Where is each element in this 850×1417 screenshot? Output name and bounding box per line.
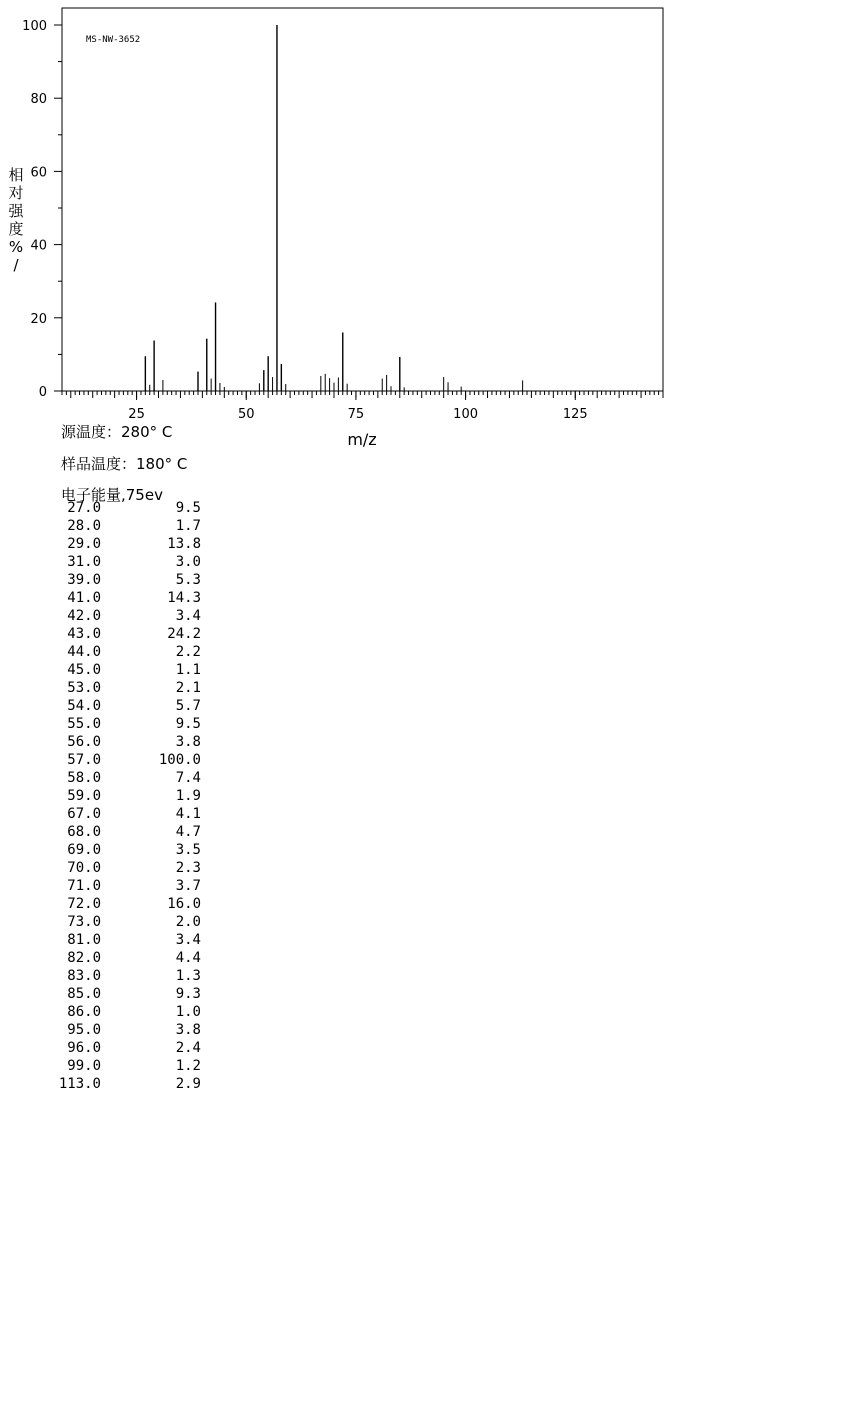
table-row: [40, 572, 210, 590]
intensity-value: 3.4: [175, 932, 201, 948]
intensity-value: 7.4: [175, 770, 201, 786]
x-tick-label: 75: [347, 407, 365, 422]
intensity-value: 5.7: [175, 698, 201, 714]
table-row: [40, 752, 210, 770]
table-row: [40, 770, 210, 788]
table-row: [40, 878, 210, 896]
y-tick-label: 40: [30, 238, 47, 254]
table-row: [40, 662, 210, 680]
table-row: [40, 824, 210, 842]
mz-value: 55.0: [67, 716, 101, 732]
intensity-value: 3.7: [175, 878, 201, 894]
mz-value: 41.0: [67, 590, 101, 606]
intensity-value: 3.0: [175, 554, 201, 570]
mz-value: 99.0: [67, 1058, 101, 1074]
table-row: [40, 698, 210, 716]
y-tick-label: 0: [38, 385, 47, 400]
sample-temperature: 样品温度：180° C: [61, 455, 188, 473]
y-tick-label: 60: [30, 165, 47, 181]
intensity-value: 2.3: [175, 860, 201, 876]
mz-value: 86.0: [67, 1004, 101, 1020]
x-tick-label: 25: [128, 407, 145, 422]
y-tick-label: 100: [22, 19, 47, 34]
x-axis-label: m/z: [347, 430, 377, 449]
table-row: [40, 806, 210, 824]
intensity-value: 2.1: [175, 680, 201, 696]
mz-value: 83.0: [67, 968, 101, 984]
mz-value: 44.0: [67, 644, 101, 660]
intensity-value: 1.2: [175, 1058, 201, 1074]
table-row: [40, 626, 210, 644]
mz-value: 70.0: [67, 860, 101, 876]
table-row: [40, 1040, 210, 1058]
table-row: [40, 1004, 210, 1022]
mz-value: 73.0: [67, 914, 101, 930]
y-axis-label: 相对强度% /: [8, 166, 24, 274]
table-row: [40, 536, 210, 554]
intensity-value: 2.9: [175, 1076, 201, 1092]
table-row: [40, 716, 210, 734]
mz-value: 28.0: [67, 518, 101, 534]
mz-value: 58.0: [67, 770, 101, 786]
mass-spectrum-chart: [0, 0, 850, 460]
intensity-value: 1.7: [175, 518, 201, 534]
table-row: [40, 914, 210, 932]
y-tick-label: 20: [30, 311, 47, 327]
mz-value: 68.0: [67, 824, 101, 840]
table-row: [40, 1058, 210, 1076]
intensity-value: 9.3: [175, 986, 201, 1002]
mz-value: 53.0: [67, 680, 101, 696]
intensity-value: 3.8: [175, 1022, 201, 1038]
mz-value: 29.0: [67, 536, 101, 552]
intensity-value: 24.2: [167, 626, 201, 642]
table-row: [40, 608, 210, 626]
table-row: [40, 590, 210, 608]
intensity-value: 100.0: [158, 752, 201, 768]
intensity-value: 1.3: [175, 968, 201, 984]
mz-value: 56.0: [67, 734, 101, 750]
y-axis-ticks: [22, 19, 62, 400]
table-row: [40, 860, 210, 878]
intensity-value: 9.5: [175, 716, 201, 732]
table-row: [40, 1022, 210, 1040]
mz-value: 31.0: [67, 554, 101, 570]
intensity-value: 4.1: [175, 806, 201, 822]
table-row: [40, 896, 210, 914]
table-row: [40, 734, 210, 752]
intensity-value: 2.0: [175, 914, 201, 930]
intensity-value: 14.3: [167, 590, 201, 606]
table-row: [40, 842, 210, 860]
mz-value: 59.0: [67, 788, 101, 804]
table-row: [40, 968, 210, 986]
intensity-value: 1.0: [175, 1004, 201, 1020]
mz-value: 85.0: [67, 986, 101, 1002]
intensity-value: 4.4: [175, 950, 201, 966]
mz-value: 71.0: [67, 878, 101, 894]
x-tick-label: 125: [562, 407, 588, 422]
x-tick-label: 100: [453, 407, 479, 422]
mz-value: 72.0: [67, 896, 101, 912]
mz-value: 95.0: [67, 1022, 101, 1038]
table-row: [40, 500, 210, 518]
mz-value: 67.0: [67, 806, 101, 822]
table-row: [40, 680, 210, 698]
x-minor-ticks: [62, 391, 663, 398]
table-row: [40, 1076, 210, 1094]
table-row: [40, 554, 210, 572]
x-axis-ticks: [128, 391, 587, 422]
intensity-value: 3.5: [175, 842, 201, 858]
electron-energy: 电子能量,75ev: [61, 486, 163, 504]
table-row: [40, 950, 210, 968]
table-row: [40, 518, 210, 536]
intensity-value: 2.4: [175, 1040, 201, 1056]
intensity-value: 1.1: [175, 662, 201, 678]
intensity-value: 9.5: [175, 500, 201, 516]
mz-value: 96.0: [67, 1040, 101, 1056]
intensity-value: 16.0: [167, 896, 201, 912]
table-row: [40, 644, 210, 662]
spectrum-id-label: MS-NW-3652: [86, 35, 141, 45]
x-tick-label: 50: [237, 407, 255, 422]
table-row: [40, 788, 210, 806]
mz-value: 69.0: [67, 842, 101, 858]
intensity-value: 4.7: [175, 824, 201, 840]
mz-value: 45.0: [67, 662, 101, 678]
intensity-value: 3.8: [175, 734, 201, 750]
intensity-value: 13.8: [167, 536, 201, 552]
plot-frame: [62, 8, 663, 391]
source-temperature: 源温度：280° C: [61, 423, 173, 441]
mz-value: 39.0: [67, 572, 101, 588]
mz-value: 113.0: [58, 1076, 101, 1092]
spectrum-peaks: [145, 25, 522, 391]
intensity-value: 2.2: [175, 644, 201, 660]
table-row: [40, 986, 210, 1004]
intensity-value: 3.4: [175, 608, 201, 624]
mz-value: 57.0: [67, 752, 101, 768]
mz-value: 43.0: [67, 626, 101, 642]
mz-value: 81.0: [67, 932, 101, 948]
mz-value: 82.0: [67, 950, 101, 966]
intensity-value: 1.9: [175, 788, 201, 804]
y-tick-label: 80: [30, 92, 47, 108]
intensity-value: 5.3: [175, 572, 201, 588]
table-row: [40, 932, 210, 950]
mz-value: 54.0: [67, 698, 101, 714]
mz-value: 42.0: [67, 608, 101, 624]
mz-value: 27.0: [67, 500, 101, 516]
